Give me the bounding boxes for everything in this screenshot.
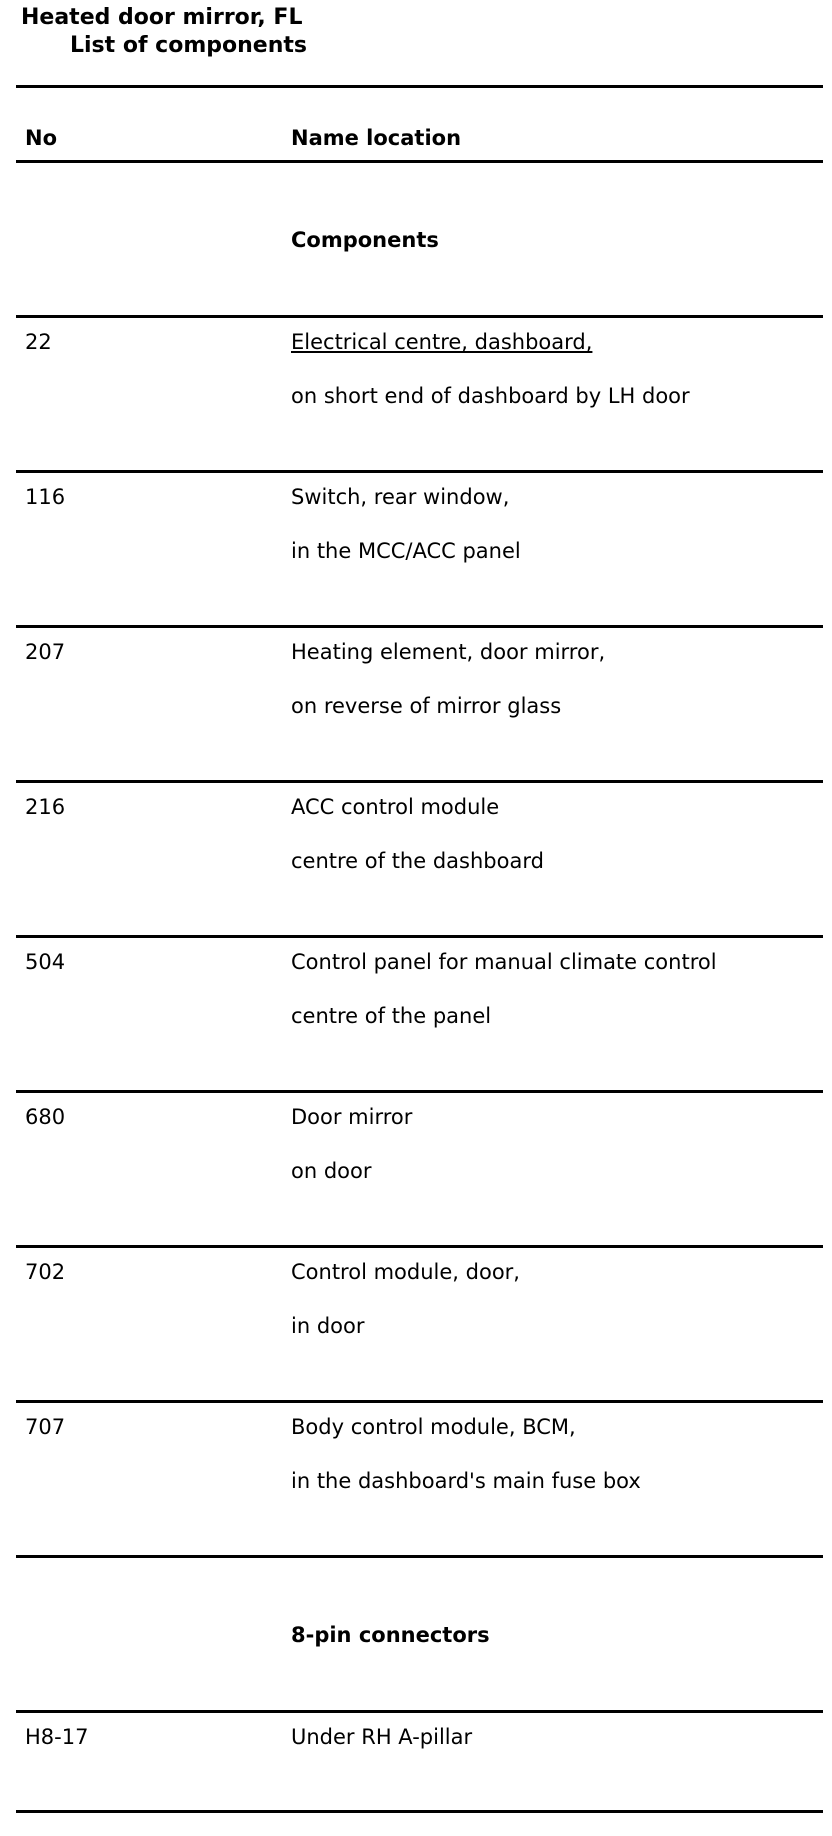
row-divider [16, 1245, 823, 1248]
column-header-name-location: Name location [291, 126, 462, 150]
row-22-location: on short end of dashboard by LH door [291, 384, 690, 408]
row-22-number: 22 [25, 330, 52, 354]
row-divider [16, 1400, 823, 1403]
row-divider [16, 625, 823, 628]
row-680-location: on door [291, 1159, 372, 1183]
row-702-location: in door [291, 1314, 365, 1338]
row-divider [16, 780, 823, 783]
column-header-no: No [25, 126, 58, 150]
row-707-location: in the dashboard's main fuse box [291, 1469, 641, 1493]
row-707-name: Body control module, BCM, [291, 1415, 576, 1439]
row-divider [16, 935, 823, 938]
row-divider [16, 315, 823, 318]
row-116-name: Switch, rear window, [291, 485, 510, 509]
section-divider [16, 1555, 823, 1558]
row-702-name: Control module, door, [291, 1260, 520, 1284]
row-divider [16, 1710, 823, 1713]
row-22-name[interactable]: Electrical centre, dashboard, [291, 330, 593, 354]
section-heading-components: Components [291, 228, 439, 252]
row-702-number: 702 [25, 1260, 66, 1284]
row-divider [16, 1090, 823, 1093]
row-216-name: ACC control module [291, 795, 500, 819]
row-680-name: Door mirror [291, 1105, 413, 1129]
section-heading-8-pin-connectors: 8-pin connectors [291, 1623, 490, 1647]
row-504-number: 504 [25, 950, 66, 974]
header-bottom-rule [16, 160, 823, 163]
row-207-name: Heating element, door mirror, [291, 640, 606, 664]
row-680-number: 680 [25, 1105, 66, 1129]
row-216-location: centre of the dashboard [291, 849, 544, 873]
row-504-name: Control panel for manual climate control [291, 950, 717, 974]
row-216-number: 216 [25, 795, 66, 819]
row-divider [16, 470, 823, 473]
row-h8-17-name: Under RH A-pillar [291, 1725, 473, 1749]
row-116-number: 116 [25, 485, 66, 509]
row-h8-17-number: H8-17 [25, 1725, 89, 1749]
row-116-location: in the MCC/ACC panel [291, 539, 521, 563]
table-top-rule [16, 85, 823, 88]
row-207-location: on reverse of mirror glass [291, 694, 562, 718]
row-504-location: centre of the panel [291, 1004, 492, 1028]
table-bottom-rule [16, 1810, 823, 1813]
document-title: Heated door mirror, FL [21, 5, 303, 30]
document-subtitle: List of components [70, 33, 307, 58]
row-207-number: 207 [25, 640, 66, 664]
row-707-number: 707 [25, 1415, 66, 1439]
